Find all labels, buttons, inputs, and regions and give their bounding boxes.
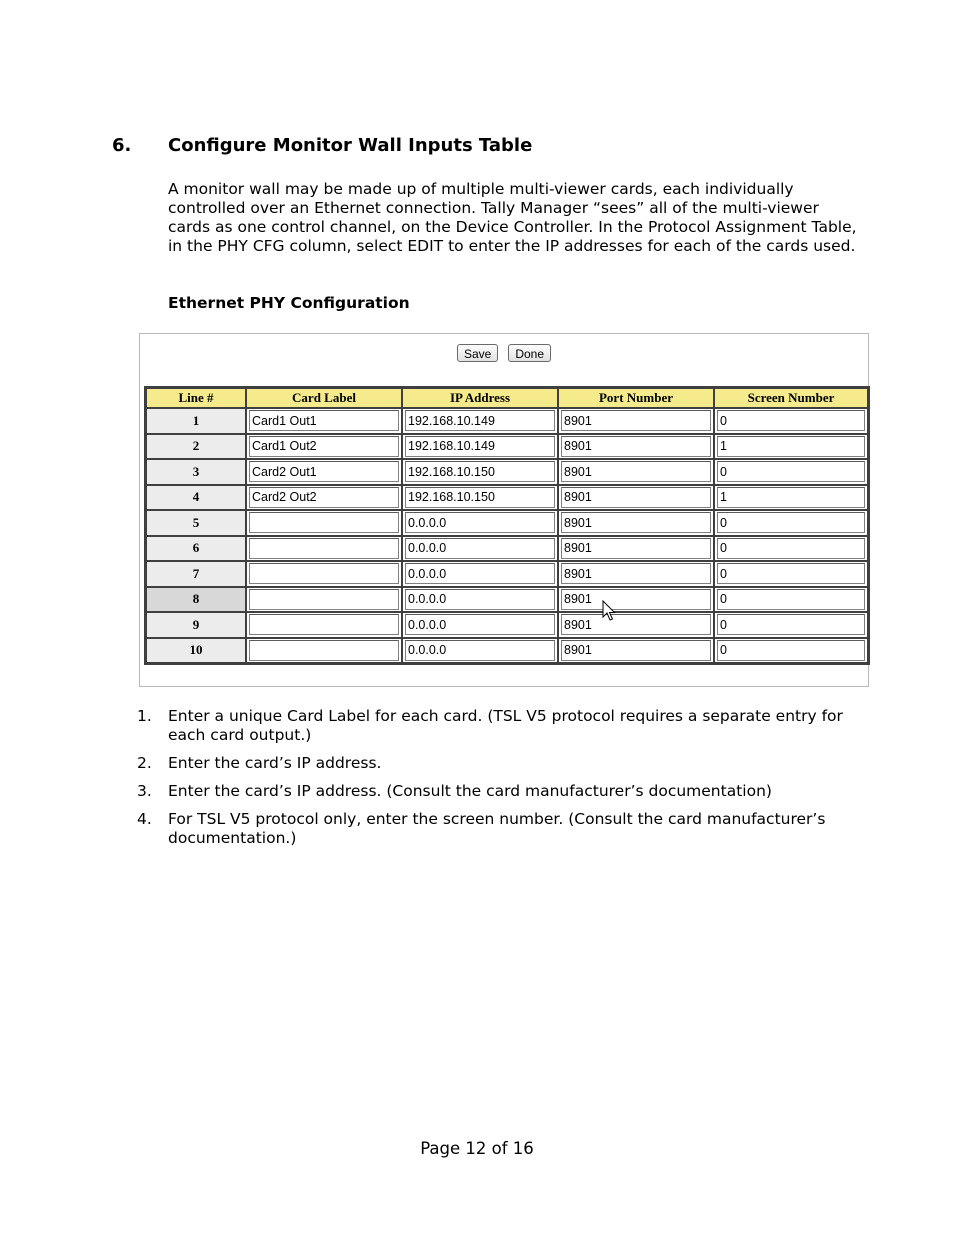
ip-address-input[interactable]	[405, 589, 555, 610]
ip-address-input[interactable]	[405, 563, 555, 584]
table-row	[146, 587, 868, 613]
ip-address-input[interactable]	[405, 410, 555, 431]
port-number-cell	[558, 408, 714, 434]
port-number-input[interactable]	[561, 436, 711, 457]
step-text: Enter a unique Card Label for each card. (TSL V5 protocol requires a separate entry for each card output.)	[168, 707, 843, 744]
port-number-cell	[558, 536, 714, 562]
column-header-port-number: Port Number	[558, 388, 714, 408]
screen-number-input[interactable]	[717, 487, 865, 508]
card-label-cell	[246, 638, 402, 664]
card-label-input[interactable]	[249, 487, 399, 508]
card-label-cell	[246, 510, 402, 536]
card-label-cell	[246, 485, 402, 511]
screen-number-input[interactable]	[717, 512, 865, 533]
ip-address-input[interactable]	[405, 538, 555, 559]
port-number-input[interactable]	[561, 614, 711, 635]
instruction-step	[137, 707, 857, 745]
port-number-input[interactable]	[561, 640, 711, 661]
table-row	[146, 434, 868, 460]
step-number: 3.	[137, 782, 152, 800]
ip-address-cell	[402, 638, 558, 664]
line-number: 10	[146, 638, 246, 664]
line-number: 4	[146, 485, 246, 511]
line-number: 1	[146, 408, 246, 434]
screen-number-cell	[714, 510, 868, 536]
ip-address-cell	[402, 536, 558, 562]
column-header-card-label: Card Label	[246, 388, 402, 408]
ip-address-cell	[402, 561, 558, 587]
ip-address-input[interactable]	[405, 487, 555, 508]
port-number-input[interactable]	[561, 461, 711, 482]
port-number-input[interactable]	[561, 589, 711, 610]
screen-number-cell	[714, 434, 868, 460]
step-number: 4.	[137, 810, 152, 828]
section-title: Configure Monitor Wall Inputs Table	[168, 135, 533, 156]
step-number: 1.	[137, 707, 152, 725]
card-label-cell	[246, 561, 402, 587]
screen-number-cell	[714, 561, 868, 587]
line-number: 8	[146, 587, 246, 613]
ip-address-input[interactable]	[405, 436, 555, 457]
screen-number-cell	[714, 459, 868, 485]
card-label-input[interactable]	[249, 538, 399, 559]
port-number-input[interactable]	[561, 512, 711, 533]
table-row	[146, 612, 868, 638]
ip-address-cell	[402, 587, 558, 613]
screen-number-cell	[714, 408, 868, 434]
card-label-input[interactable]	[249, 436, 399, 457]
instruction-list	[137, 707, 857, 857]
ip-address-cell	[402, 408, 558, 434]
port-number-cell	[558, 459, 714, 485]
done-button[interactable]: Done	[508, 344, 551, 362]
ip-address-input[interactable]	[405, 461, 555, 482]
step-text: Enter the card’s IP address. (Consult the card manufacturer’s documentation)	[168, 782, 772, 800]
ip-address-cell	[402, 612, 558, 638]
section-heading	[112, 135, 532, 156]
screen-number-input[interactable]	[717, 589, 865, 610]
table-row	[146, 408, 868, 434]
screen-number-input[interactable]	[717, 614, 865, 635]
table-row	[146, 638, 868, 664]
ip-address-input[interactable]	[405, 640, 555, 661]
card-label-input[interactable]	[249, 461, 399, 482]
instruction-step	[137, 754, 857, 773]
screen-number-input[interactable]	[717, 538, 865, 559]
port-number-cell	[558, 638, 714, 664]
port-number-cell	[558, 510, 714, 536]
table-row	[146, 485, 868, 511]
screen-number-input[interactable]	[717, 410, 865, 431]
table-row	[146, 536, 868, 562]
card-label-input[interactable]	[249, 563, 399, 584]
line-number: 6	[146, 536, 246, 562]
card-label-input[interactable]	[249, 589, 399, 610]
screen-number-cell	[714, 638, 868, 664]
ip-address-cell	[402, 459, 558, 485]
ip-address-input[interactable]	[405, 512, 555, 533]
card-label-cell	[246, 587, 402, 613]
card-label-input[interactable]	[249, 410, 399, 431]
port-number-input[interactable]	[561, 410, 711, 431]
phy-config-table	[144, 386, 870, 665]
screen-number-cell	[714, 587, 868, 613]
card-label-cell	[246, 536, 402, 562]
table-row	[146, 561, 868, 587]
port-number-cell	[558, 587, 714, 613]
ip-address-cell	[402, 434, 558, 460]
button-bar	[140, 344, 868, 362]
table-body	[146, 408, 868, 663]
column-header-line: Line #	[146, 388, 246, 408]
step-number: 2.	[137, 754, 152, 772]
card-label-input[interactable]	[249, 614, 399, 635]
ip-address-cell	[402, 510, 558, 536]
card-label-cell	[246, 434, 402, 460]
port-number-input[interactable]	[561, 487, 711, 508]
line-number: 2	[146, 434, 246, 460]
card-label-input[interactable]	[249, 640, 399, 661]
table-row	[146, 459, 868, 485]
intro-paragraph: A monitor wall may be made up of multiple multi-viewer cards, each individually controlled over an Ethernet connection. Tally Manager “sees” all of the multi-viewer cards as one control channel, on the Device Controller. In the Protocol Assignment Table, in the PHY CFG column, select EDIT to enter the IP addresses for each of the cards used.	[168, 180, 857, 255]
ip-address-cell	[402, 485, 558, 511]
table-header-row	[146, 388, 868, 408]
instruction-step	[137, 810, 857, 848]
column-header-ip-address: IP Address	[402, 388, 558, 408]
port-number-input[interactable]	[561, 538, 711, 559]
table-row	[146, 510, 868, 536]
port-number-cell	[558, 485, 714, 511]
screen-number-input[interactable]	[717, 563, 865, 584]
section-number: 6.	[112, 135, 132, 156]
step-text: For TSL V5 protocol only, enter the screen number. (Consult the card manufacturer’s documentation.)	[168, 810, 826, 847]
screen-number-cell	[714, 536, 868, 562]
screen-number-input[interactable]	[717, 461, 865, 482]
line-number: 9	[146, 612, 246, 638]
save-button[interactable]: Save	[457, 344, 498, 362]
mouse-pointer-icon	[602, 600, 616, 622]
line-number: 7	[146, 561, 246, 587]
port-number-cell	[558, 561, 714, 587]
port-number-input[interactable]	[561, 563, 711, 584]
card-label-cell	[246, 408, 402, 434]
screen-number-input[interactable]	[717, 436, 865, 457]
instruction-step	[137, 782, 857, 801]
ip-address-input[interactable]	[405, 614, 555, 635]
line-number: 5	[146, 510, 246, 536]
step-text: Enter the card’s IP address.	[168, 754, 382, 772]
screen-number-input[interactable]	[717, 640, 865, 661]
card-label-input[interactable]	[249, 512, 399, 533]
screen-number-cell	[714, 485, 868, 511]
phy-config-screenshot	[139, 333, 869, 687]
screen-number-cell	[714, 612, 868, 638]
card-label-cell	[246, 459, 402, 485]
card-label-cell	[246, 612, 402, 638]
port-number-cell	[558, 434, 714, 460]
port-number-cell	[558, 612, 714, 638]
subheading: Ethernet PHY Configuration	[168, 294, 410, 312]
line-number: 3	[146, 459, 246, 485]
column-header-screen-number: Screen Number	[714, 388, 868, 408]
page-footer: Page 12 of 16	[420, 1139, 534, 1158]
